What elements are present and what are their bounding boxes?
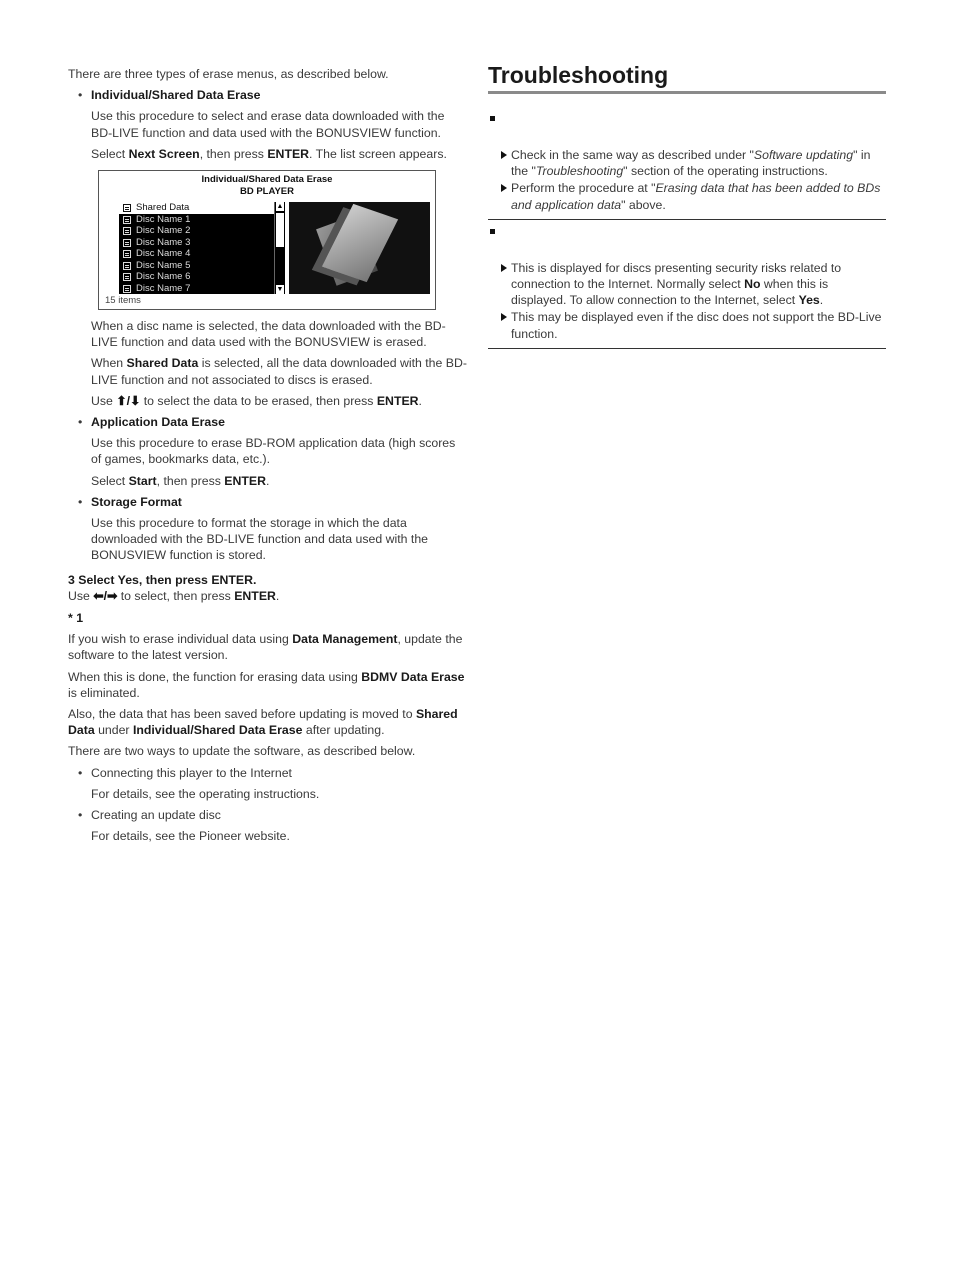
screen-title: Individual/Shared Data Erase BD PLAYER — [201, 174, 333, 198]
bullet-dot: • — [78, 494, 83, 509]
data-icon — [123, 285, 131, 293]
screen-data-list — [119, 202, 285, 294]
item-count: 15 items — [105, 295, 141, 307]
list-item[interactable]: Disc Name 4 — [119, 248, 285, 260]
individual-erase-desc: Use this procedure to select and erase data downloaded with the BD-LIVE function and data used with the BONUSVIEW function. — [91, 109, 445, 140]
solution-1b: Perform the procedure at "Erasing data that has been added to BDs and application data" above. — [488, 180, 886, 212]
list-item[interactable]: Disc Name 3 — [119, 237, 285, 249]
update-method-2-detail: For details, see the Pioneer website. — [91, 829, 290, 844]
left-right-arrow-icon: ⬅/➡ — [93, 588, 118, 603]
erase-list-screen — [98, 170, 436, 310]
left-column — [68, 66, 468, 845]
individual-select-instruction: Select Next Screen, then press ENTER. The list screen appears. — [91, 146, 447, 161]
application-erase-title: Application Data Erase — [91, 415, 225, 430]
list-item[interactable]: Shared Data — [119, 202, 285, 214]
troubleshooting-item-1 — [488, 112, 886, 220]
application-erase-desc: Use this procedure to erase BD-ROM application data (high scores of games, bookmarks data, etc.). — [91, 436, 456, 467]
right-column — [488, 60, 886, 349]
application-erase-section — [68, 414, 468, 430]
triangle-bullet-icon — [501, 151, 507, 159]
intro-text: There are three types of erase menus, as described below. — [68, 67, 389, 81]
triangle-bullet-icon — [501, 313, 507, 321]
footnote-marker: * 1 — [68, 611, 84, 626]
list-scrollbar[interactable] — [274, 202, 285, 294]
footnote-p1: If you wish to erase individual data using Data Management, update the software to the latest version. — [68, 632, 463, 663]
list-item[interactable]: Disc Name 2 — [119, 225, 285, 237]
data-icon — [123, 227, 131, 235]
individual-erase-title: Individual/Shared Data Erase — [91, 88, 261, 103]
triangle-bullet-icon — [501, 184, 507, 192]
shared-selected-text: When Shared Data is selected, all the data downloaded with the BD-LIVE function and not associated to discs is erased. — [91, 356, 467, 387]
bullet-dot: • — [78, 88, 83, 103]
update-method-2: • Creating an update disc — [78, 808, 221, 823]
storage-format-desc: Use this procedure to format the storage in which the data downloaded with the BD-LIVE function and data used with the BONUSVIEW function is stored. — [91, 516, 429, 563]
data-icon — [123, 273, 131, 281]
storage-format-title: Storage Format — [91, 494, 182, 509]
triangle-bullet-icon — [501, 264, 507, 272]
scroll-up-arrow-icon[interactable]: ▲ — [276, 203, 284, 211]
data-icon — [123, 250, 131, 258]
list-item[interactable]: Disc Name 7 — [119, 283, 285, 295]
update-method-1: • Connecting this player to the Internet — [78, 765, 292, 780]
use-arrows-text: Use ⬆/⬇ to select the data to be erased, then press ENTER. — [91, 393, 422, 408]
document-icon — [322, 204, 398, 282]
scroll-thumb[interactable] — [276, 213, 284, 247]
data-icon — [123, 216, 131, 224]
footnote-p2: When this is done, the function for erasing data using BDMV Data Erase is eliminated. — [68, 669, 465, 700]
scroll-down-arrow-icon[interactable]: ▼ — [276, 286, 284, 294]
disc-selected-text: When a disc name is selected, the data downloaded with the BD-LIVE function and data used with the BONUSVIEW is erased. — [91, 319, 446, 350]
list-item[interactable]: Disc Name 1 — [119, 214, 285, 226]
step-3-instruction: Use ⬅/➡ to select, then press ENTER. — [68, 588, 280, 603]
individual-erase-section — [68, 87, 468, 103]
data-icon — [123, 262, 131, 270]
bullet-dot: • — [78, 765, 83, 780]
bullet-dot: • — [78, 415, 83, 430]
solution-1a: Check in the same way as described under "Software updating" in the "Troubleshooting" section of the operating instructions. — [488, 147, 886, 179]
solution-2b: This may be displayed even if the disc does not support the BD-Live function. — [488, 309, 886, 341]
update-method-1-detail: For details, see the operating instructions. — [91, 786, 320, 801]
bullet-dot: • — [78, 808, 83, 823]
preview-image — [289, 202, 430, 294]
data-icon — [123, 239, 131, 247]
list-item[interactable]: Disc Name 6 — [119, 271, 285, 283]
page-title: Troubleshooting — [488, 60, 886, 94]
application-select-instruction: Select Start, then press ENTER. — [91, 473, 270, 488]
troubleshooting-item-2 — [488, 225, 886, 349]
square-bullet-icon — [488, 112, 886, 126]
footnote-p4: There are two ways to update the software, as described below. — [68, 744, 416, 759]
step-3-heading: 3 Select Yes, then press ENTER. — [68, 572, 257, 587]
list-item[interactable]: Disc Name 5 — [119, 260, 285, 272]
up-down-arrow-icon: ⬆/⬇ — [116, 393, 141, 408]
storage-format-section — [68, 494, 468, 510]
square-bullet-icon — [488, 225, 886, 239]
data-icon — [123, 204, 131, 212]
footnote-p3: Also, the data that has been saved before updating is moved to Shared Data under Individual/Shared Data Erase after updating. — [68, 707, 458, 738]
solution-2a: This is displayed for discs presenting security risks related to connection to the Internet. Normally select No when this is displayed. To allow connection to the Internet, select Yes. — [488, 260, 886, 309]
